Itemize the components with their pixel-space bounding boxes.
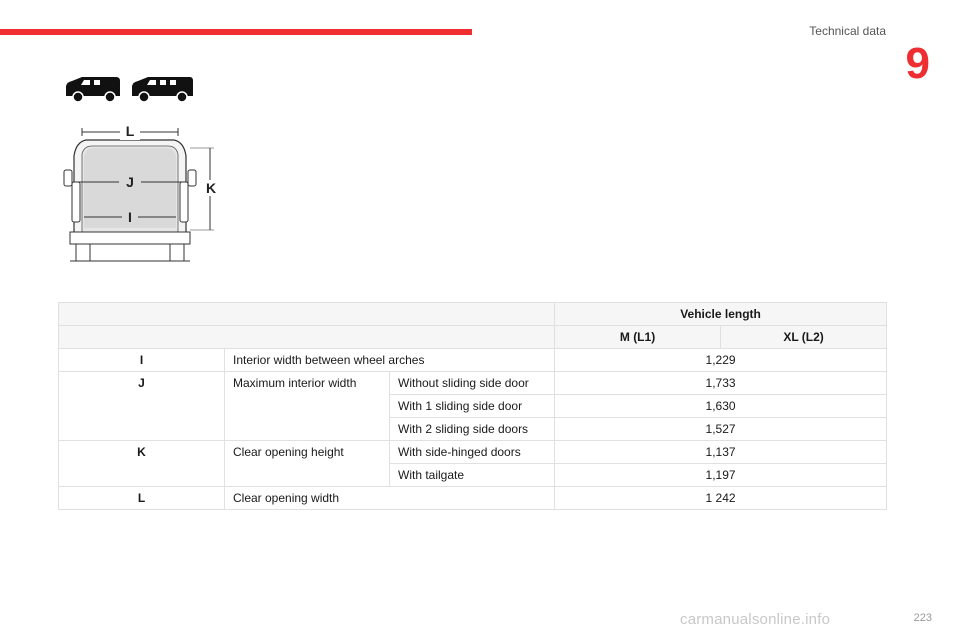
row-code: K <box>59 441 225 487</box>
row-code: J <box>59 372 225 441</box>
row-sub-label: With 1 sliding side door <box>390 395 555 418</box>
row-value: 1,733 <box>555 372 887 395</box>
table-row <box>59 372 887 395</box>
row-sub-label: With tailgate <box>390 464 555 487</box>
rear-dimensions-diagram <box>56 118 236 268</box>
row-code: L <box>59 487 225 510</box>
table-row <box>59 349 887 372</box>
row-description: Maximum interior width <box>225 372 390 441</box>
table-row <box>59 441 887 464</box>
table-header-row <box>59 303 887 326</box>
row-value: 1,527 <box>555 418 887 441</box>
row-description: Clear opening height <box>225 441 390 487</box>
row-code: I <box>59 349 225 372</box>
page-number: 223 <box>913 612 932 624</box>
dimension-label-i: I <box>128 209 132 225</box>
row-sub-label: With 2 sliding side doors <box>390 418 555 441</box>
interior-dimensions-table <box>58 302 887 510</box>
row-sub-label: With side-hinged doors <box>390 441 555 464</box>
column-m-l1: M (L1) <box>555 326 721 349</box>
row-value: 1,137 <box>555 441 887 464</box>
header-red-bar <box>0 29 472 35</box>
column-xl-l2: XL (L2) <box>721 326 887 349</box>
row-value: 1,197 <box>555 464 887 487</box>
row-value: 1,229 <box>555 349 887 372</box>
dimension-label-k: K <box>205 180 217 196</box>
van-short-icon <box>66 77 120 102</box>
dimension-label-l: L <box>125 123 135 139</box>
chapter-number: 9 <box>905 39 930 88</box>
row-value: 1 242 <box>555 487 887 510</box>
van-long-icon <box>132 77 193 102</box>
van-icons <box>64 72 194 104</box>
vehicle-length-header: Vehicle length <box>555 303 887 326</box>
dimension-label-j: J <box>126 174 134 190</box>
table-header-row <box>59 326 887 349</box>
table-row <box>59 487 887 510</box>
section-title: Technical data <box>809 24 886 38</box>
watermark: carmanualsonline.info <box>680 611 831 628</box>
row-description: Clear opening width <box>225 487 555 510</box>
row-sub-label: Without sliding side door <box>390 372 555 395</box>
row-description: Interior width between wheel arches <box>225 349 555 372</box>
row-value: 1,630 <box>555 395 887 418</box>
